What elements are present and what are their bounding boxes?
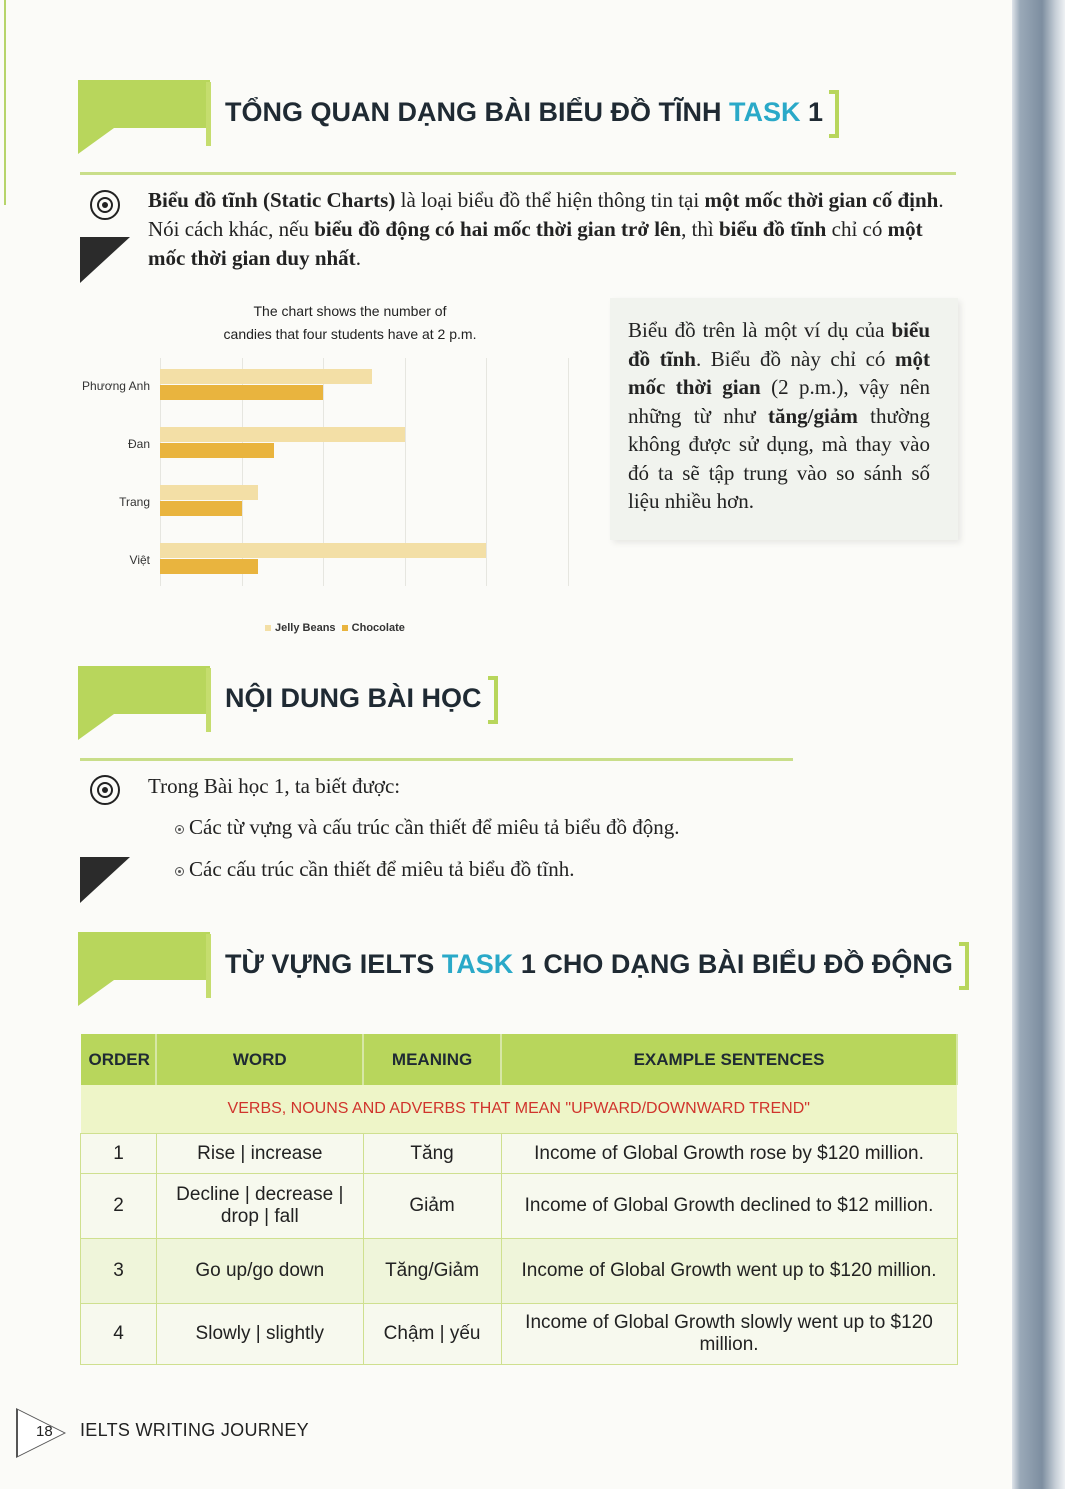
bracket-decoration: [959, 942, 969, 990]
bar-jelly-beans: [160, 427, 405, 442]
section-title-lesson: [206, 668, 510, 732]
lesson-bullet: [175, 857, 574, 882]
table-row: [81, 1239, 958, 1304]
header-tail: [78, 714, 114, 740]
bar-chocolate: [160, 501, 242, 516]
title-task: TASK: [441, 949, 514, 980]
header-tail: [78, 980, 114, 1006]
section-title-overview: [206, 82, 851, 146]
intro-text-8: chỉ có: [826, 217, 888, 241]
left-margin-line: [4, 0, 6, 205]
lesson-bullet: [175, 815, 679, 840]
cell-example: Income of Global Growth went up to $120 million.: [501, 1239, 957, 1304]
intro-paragraph: [148, 186, 948, 273]
header-order: ORDER: [81, 1034, 157, 1085]
note-t6: tăng/giảm: [768, 403, 858, 428]
intro-bold-1: Biểu đồ tĩnh (Static Charts): [148, 188, 396, 212]
table-header-row: [81, 1034, 958, 1085]
intro-text-4: . Nói cách khác, nếu: [148, 188, 944, 241]
legend-swatch-jelly: [265, 625, 271, 631]
chart-title-line-2: candies that four students have at 2 p.m.: [223, 326, 477, 342]
intro-text-2: là loại biểu đồ thể hiện thông tin tại: [395, 188, 705, 212]
table-row: [81, 1174, 958, 1239]
title-lesson: NỘI DUNG BÀI HỌC: [225, 683, 482, 714]
cell-order: 4: [81, 1304, 157, 1365]
bullet-icon: [175, 867, 184, 876]
page-number-badge: [18, 1410, 64, 1456]
section-title-vocab: [206, 934, 981, 998]
header-bar: [78, 932, 210, 980]
cell-meaning: Tăng/Giảm: [363, 1239, 501, 1304]
section-rule: [80, 758, 793, 761]
bracket-decoration: [488, 676, 498, 724]
gridline: [568, 358, 569, 586]
intro-bold-5: biểu đồ động có hai mốc thời gian trở lên: [314, 217, 682, 241]
note-t3: . Biểu đồ này chỉ có: [695, 346, 895, 371]
note-box: [610, 298, 958, 540]
cell-meaning: Chậm | yếu: [363, 1304, 501, 1365]
triangle-decoration: [80, 237, 130, 283]
lesson-lead: Trong Bài học 1, ta biết được:: [148, 774, 401, 798]
cell-meaning: Tăng: [363, 1134, 501, 1174]
category-label: Trang: [119, 495, 150, 509]
chart-title-line-1: The chart shows the number of: [253, 303, 447, 319]
intro-bold-9: một mốc thời gian duy nhất: [148, 217, 923, 270]
bar-chocolate: [160, 385, 323, 400]
title-a: TỪ VỰNG IELTS: [225, 949, 442, 980]
section-rule: [80, 172, 956, 175]
header-meaning: MEANING: [363, 1034, 501, 1085]
bracket-decoration: [829, 90, 839, 138]
title-num: 1: [800, 97, 824, 128]
cell-word: Decline | decrease | drop | fall: [156, 1174, 363, 1239]
cell-example: Income of Global Growth slowly went up to $120 million.: [501, 1304, 957, 1365]
note-text: [628, 316, 930, 516]
intro-bold-3: một mốc thời gian cố định: [704, 188, 939, 212]
note-t1: Biểu đồ trên là một ví dụ của: [628, 318, 892, 342]
header-tail: [78, 128, 114, 154]
chart-legend: [265, 622, 405, 634]
title-b: 1 CHO DẠNG BÀI BIỂU ĐỒ ĐỘNG: [513, 949, 953, 980]
table-subheader-row: [81, 1085, 958, 1134]
target-icon: [90, 775, 120, 805]
bar-jelly-beans: [160, 369, 372, 384]
subheader-cell: VERBS, NOUNS AND ADVERBS THAT MEAN "UPWARD/DOWNWARD TREND": [81, 1085, 958, 1134]
note-t2: biểu đồ tĩnh: [628, 318, 930, 371]
category-label: Việt: [129, 553, 150, 567]
cell-example: Income of Global Growth rose by $120 million.: [501, 1134, 957, 1174]
intro-text-10: .: [355, 246, 361, 270]
target-icon: [90, 190, 120, 220]
table-row: [81, 1304, 958, 1365]
cell-word: Rise | increase: [156, 1134, 363, 1174]
intro-bold-7: biểu đồ tĩnh: [718, 217, 827, 241]
page-number: 18: [36, 1423, 53, 1440]
bar-jelly-beans: [160, 485, 258, 500]
legend-chocolate: Chocolate: [351, 622, 405, 634]
book-title: IELTS WRITING JOURNEY: [80, 1420, 309, 1440]
cell-example: Income of Global Growth declined to $12 million.: [501, 1174, 957, 1239]
legend-swatch-chocolate: [342, 625, 348, 631]
header-bar: [78, 666, 210, 714]
bar-jelly-beans: [160, 543, 486, 558]
header-word: WORD: [156, 1034, 363, 1085]
vocab-table: [80, 1034, 958, 1365]
bar-chocolate: [160, 443, 274, 458]
legend-jelly-beans: Jelly Beans: [275, 622, 336, 634]
cell-word: Go up/go down: [156, 1239, 363, 1304]
intro-text-6: , thì: [681, 217, 719, 241]
category-label: Đan: [127, 437, 150, 451]
gridline: [486, 358, 487, 586]
note-t4: một mốc thời gian: [628, 346, 930, 399]
bullet-text: Các từ vựng và cấu trúc cần thiết để miêu tả biểu đồ động.: [189, 815, 680, 839]
bar-chocolate: [160, 559, 258, 574]
note-t5: (2 p.m.), vậy nên những từ như: [628, 375, 930, 428]
header-bar: [78, 80, 210, 128]
cell-order: 1: [81, 1134, 157, 1174]
cell-order: 3: [81, 1239, 157, 1304]
page-edge: [1012, 0, 1065, 1489]
bullet-icon: [175, 825, 184, 834]
header-example: EXAMPLE SENTENCES: [501, 1034, 957, 1085]
note-t7: thường không được sử dụng, mà thay vào đó ta sẽ tập trung vào so sánh số liệu nhiều hơn.: [628, 403, 931, 513]
chart-title: [175, 300, 525, 346]
title-task: TASK: [729, 97, 801, 128]
table-row: [81, 1134, 958, 1174]
title-main: TỔNG QUAN DẠNG BÀI BIỂU ĐỒ TĨNH: [225, 97, 729, 128]
cell-word: Slowly | slightly: [156, 1304, 363, 1365]
cell-meaning: Giảm: [363, 1174, 501, 1239]
bullet-text: Các cấu trúc cần thiết để miêu tả biểu đồ tĩnh.: [189, 857, 575, 881]
triangle-decoration: [80, 857, 130, 903]
cell-order: 2: [81, 1174, 157, 1239]
category-label: Phương Anh: [82, 379, 150, 393]
